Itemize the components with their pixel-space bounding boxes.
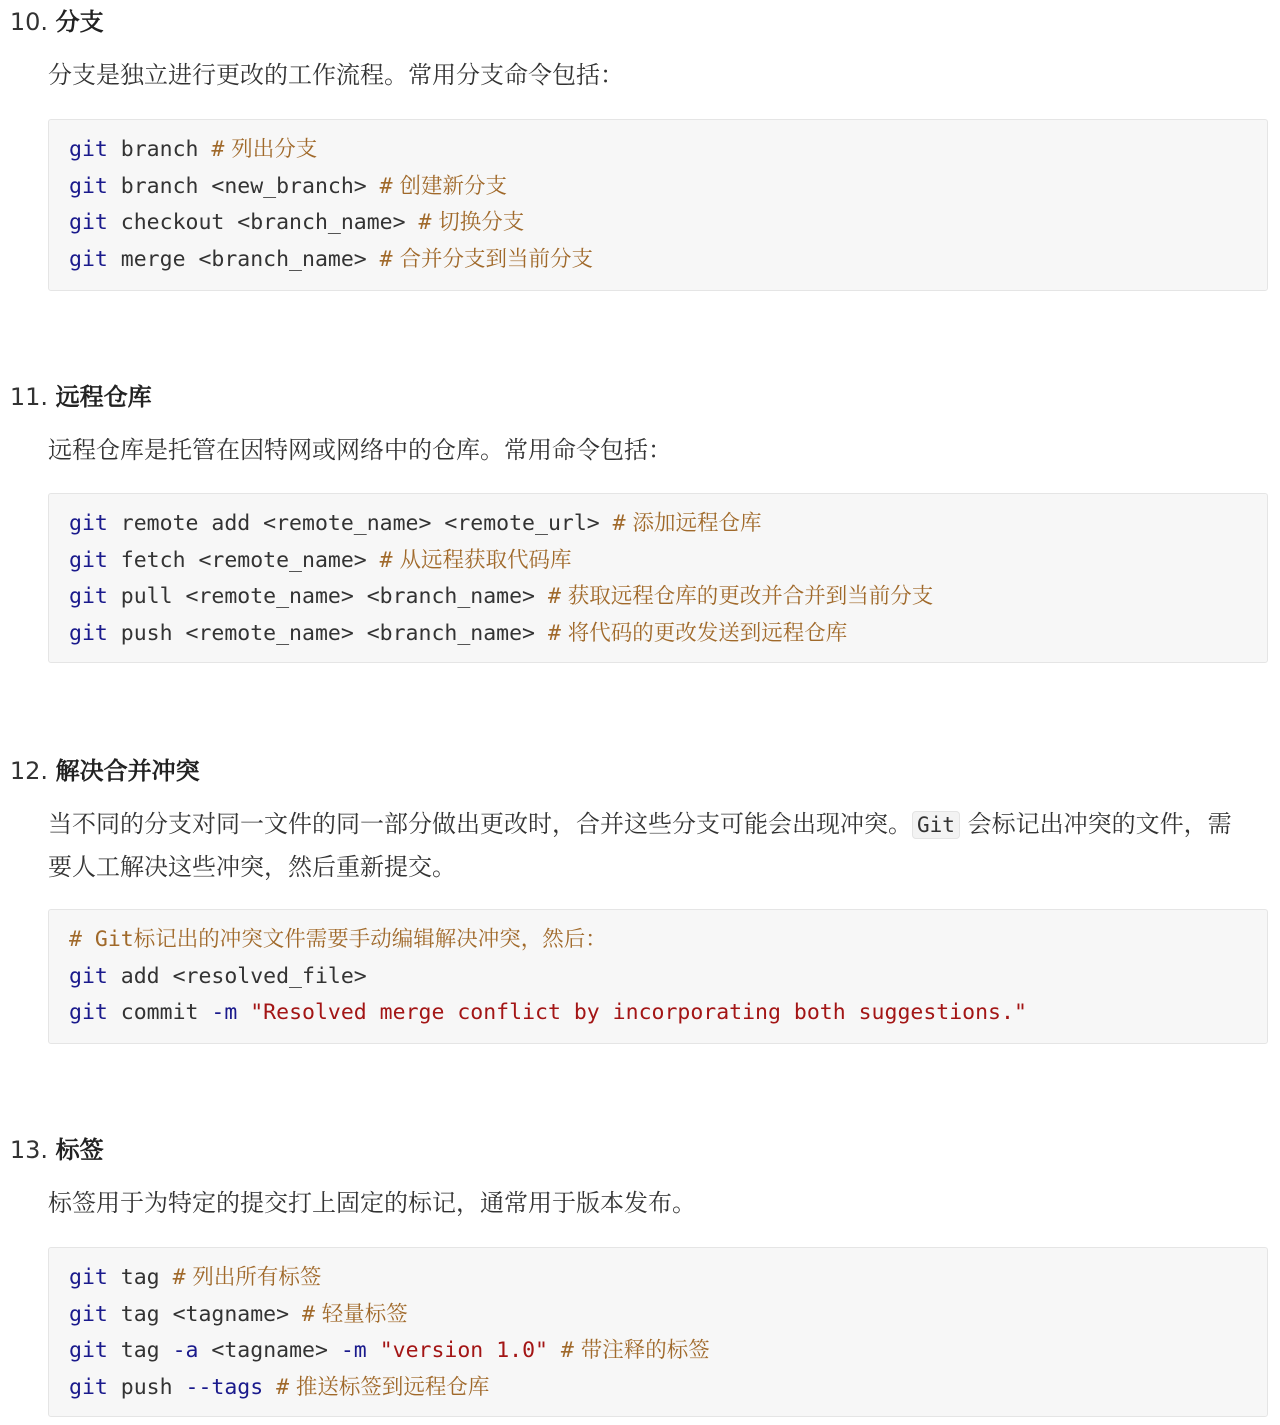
- section-number: 12.: [9, 757, 48, 785]
- code-line: git push <remote_name> <branch_name> # 将代码的更改发送到远程仓库: [69, 620, 848, 646]
- code-line: git tag -a <tagname> -m "version 1.0" # 带注释的标签: [69, 1338, 710, 1363]
- code-line: git tag <tagname> # 轻量标签: [69, 1301, 408, 1327]
- code-line: git branch <new_branch> # 创建新分支: [69, 173, 507, 199]
- code-line: git add <resolved_file>: [69, 963, 367, 989]
- section-number: 10.: [9, 8, 48, 36]
- code-line: git checkout <branch_name> # 切换分支: [69, 210, 525, 235]
- code-line: git remote add <remote_name> <remote_url> # 添加远程仓库: [69, 511, 762, 536]
- section-heading: [0, 1130, 104, 1170]
- code-line: git fetch <remote_name> # 从远程获取代码库: [69, 547, 572, 573]
- code-block[interactable]: [48, 493, 1268, 663]
- code-line: # Git标记出的冲突文件需要手动编辑解决冲突，然后：: [69, 927, 607, 952]
- section-title: 远程仓库: [55, 383, 152, 411]
- code-line: git commit -m "Resolved merge conflict by incorporating both suggestions.": [69, 1000, 1027, 1025]
- code-block[interactable]: [48, 1247, 1268, 1417]
- section-heading: [0, 751, 200, 791]
- code-line: git pull <remote_name> <branch_name> # 获取远程仓库的更改并合并到当前分支: [69, 584, 934, 609]
- code-line: git branch # 列出分支: [69, 137, 318, 162]
- section-heading: [0, 2, 104, 42]
- code-line: git push --tags # 推送标签到远程仓库: [69, 1374, 490, 1400]
- code-block[interactable]: [48, 909, 1268, 1044]
- section-heading: [0, 377, 152, 417]
- section-description: 当不同的分支对同一文件的同一部分做出更改时，合并这些分支可能会出现冲突。 Git 会标记出冲突的文件，需要人工解决这些冲突，然后重新提交。: [48, 810, 1232, 881]
- section-number: 13.: [9, 1136, 48, 1164]
- inline-code: Git: [912, 811, 960, 839]
- section-description: 分支是独立进行更改的工作流程。常用分支命令包括：: [48, 61, 624, 89]
- section-description: 标签用于为特定的提交打上固定的标记，通常用于版本发布。: [48, 1189, 696, 1217]
- section-title: 解决合并冲突: [55, 757, 200, 785]
- section-number: 11.: [9, 383, 48, 411]
- section-title: 标签: [55, 1136, 104, 1164]
- code-line: git merge <branch_name> # 合并分支到当前分支: [69, 246, 593, 272]
- section-title: 分支: [55, 8, 104, 36]
- section-description: 远程仓库是托管在因特网或网络中的仓库。常用命令包括：: [48, 436, 672, 464]
- code-line: git tag # 列出所有标签: [69, 1265, 322, 1290]
- code-block[interactable]: [48, 119, 1268, 291]
